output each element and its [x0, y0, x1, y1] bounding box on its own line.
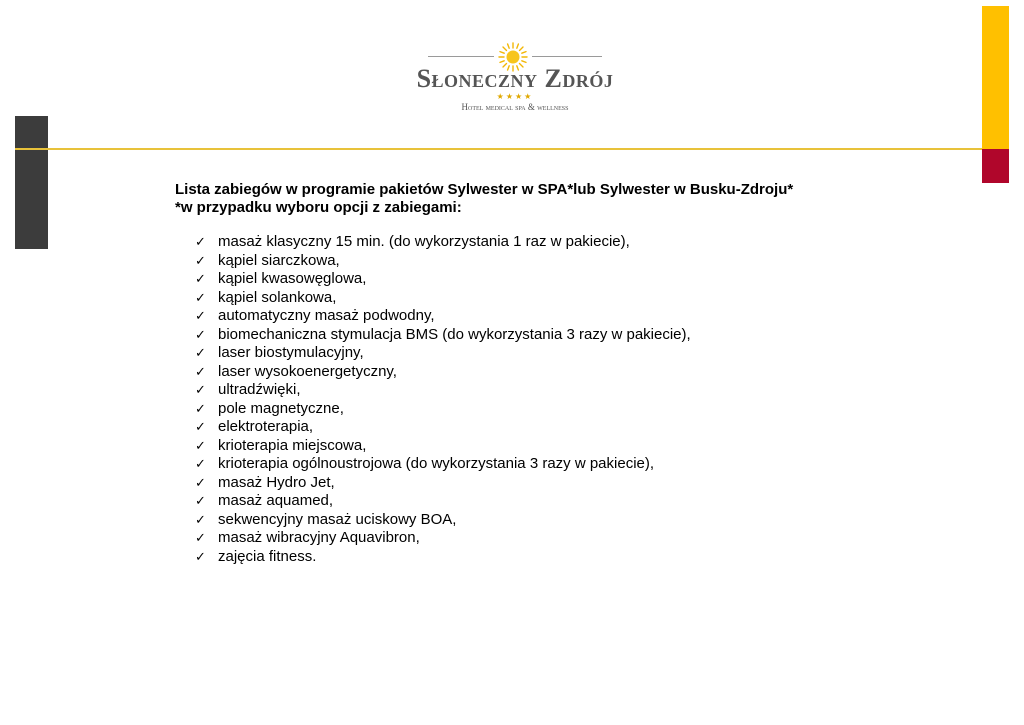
- check-icon: ✓: [195, 420, 206, 435]
- list-item: [195, 270, 691, 289]
- check-icon: ✓: [195, 364, 206, 380]
- logo-tagline: Hotel medical spa & wellness: [461, 102, 569, 112]
- check-icon: ✓: [195, 253, 206, 269]
- logo-rule-left: [428, 56, 494, 57]
- check-icon: ✓: [195, 475, 206, 491]
- logo-name: Słoneczny Zdrój: [416, 64, 614, 93]
- treatment-label: krioterapia miejscowa,: [218, 436, 367, 454]
- treatment-label: sekwencyjny masaż uciskowy BOA,: [218, 510, 457, 528]
- treatment-label: kąpiel solankowa,: [218, 288, 337, 306]
- treatment-label: masaż Hydro Jet,: [218, 473, 335, 491]
- right-red-bar: [982, 149, 1009, 183]
- check-icon: ✓: [195, 346, 206, 361]
- logo-stars: ★★★★: [496, 92, 534, 101]
- check-icon: ✓: [195, 309, 206, 324]
- list-item: [195, 381, 691, 400]
- list-item: [195, 492, 691, 511]
- list-item: [195, 363, 691, 382]
- check-icon: ✓: [195, 290, 206, 306]
- treatment-label: ultradźwięki,: [218, 381, 301, 398]
- treatment-label: laser wysokoenergetyczny,: [218, 362, 397, 380]
- list-item: [195, 437, 691, 456]
- header-divider: [15, 148, 982, 150]
- check-icon: ✓: [195, 512, 206, 528]
- treatment-list: [195, 233, 691, 566]
- list-item: [195, 511, 691, 530]
- treatment-label: masaż klasyczny 15 min. (do wykorzystania 1 raz w pakiecie),: [218, 233, 630, 250]
- hotel-logo: [380, 38, 650, 118]
- treatment-label: kąpiel kwasowęglowa,: [218, 270, 367, 287]
- check-icon: ✓: [195, 272, 206, 287]
- list-item: [195, 418, 691, 437]
- list-item: [195, 400, 691, 419]
- treatment-label: biomechaniczna stymulacja BMS (do wykorzystania 3 razy w pakiecie),: [218, 325, 691, 343]
- check-icon: ✓: [195, 235, 206, 250]
- treatment-label: kąpiel siarczkowa,: [218, 251, 340, 269]
- treatment-label: masaż aquamed,: [218, 492, 334, 509]
- treatment-label: zajęcia fitness.: [218, 547, 317, 565]
- list-item: [195, 455, 691, 474]
- list-item: [195, 252, 691, 271]
- treatment-label: pole magnetyczne,: [218, 399, 344, 417]
- check-icon: ✓: [195, 401, 206, 417]
- treatment-label: automatyczny masaż podwodny,: [218, 307, 435, 324]
- heading-line-2: *w przypadku wyboru opcji z zabiegami:: [175, 199, 462, 216]
- list-item: [195, 529, 691, 548]
- check-icon: ✓: [195, 549, 206, 565]
- right-gold-bar: [982, 6, 1009, 149]
- document-heading: [175, 181, 793, 217]
- list-item: [195, 474, 691, 493]
- check-icon: ✓: [195, 327, 206, 343]
- treatment-label: laser biostymulacyjny,: [218, 344, 364, 361]
- list-item: [195, 233, 691, 252]
- logo-rule-right: [532, 56, 602, 57]
- check-icon: ✓: [195, 494, 206, 509]
- list-item: [195, 548, 691, 567]
- list-item: [195, 289, 691, 308]
- treatment-label: krioterapia ogólnoustrojowa (do wykorzystania 3 razy w pakiecie),: [218, 455, 655, 472]
- treatment-label: masaż wibracyjny Aquavibron,: [218, 529, 420, 546]
- check-icon: ✓: [195, 531, 206, 546]
- left-decorative-bar: [15, 116, 48, 249]
- treatment-label: elektroterapia,: [218, 418, 314, 435]
- heading-line-1: Lista zabiegów w programie pakietów Sylwester w SPA*lub Sylwester w Busku-Zdroju*: [175, 181, 794, 198]
- check-icon: ✓: [195, 438, 206, 454]
- list-item: [195, 326, 691, 345]
- check-icon: ✓: [195, 383, 206, 398]
- list-item: [195, 344, 691, 363]
- list-item: [195, 307, 691, 326]
- check-icon: ✓: [195, 457, 206, 472]
